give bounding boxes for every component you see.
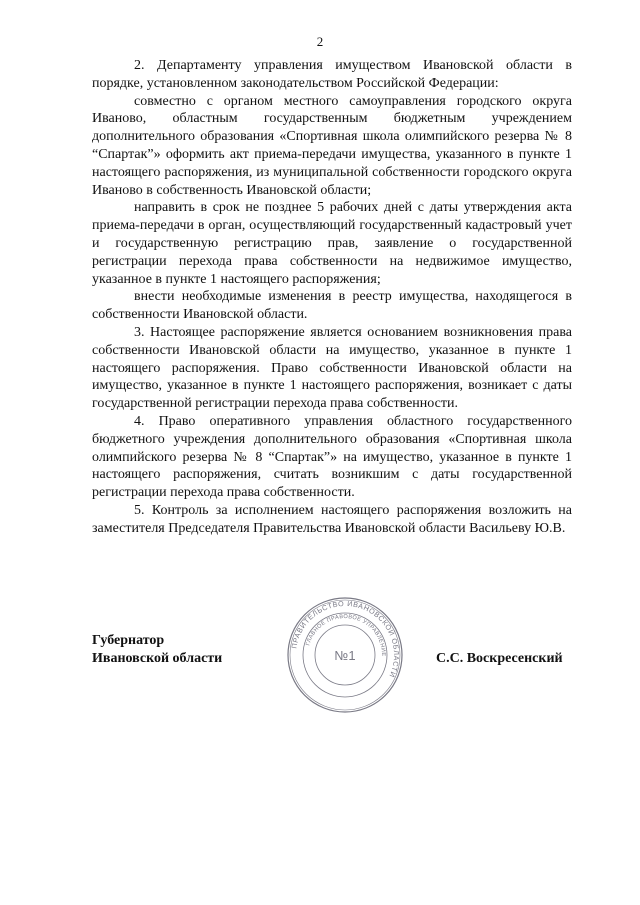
document-body — [92, 57, 572, 538]
signatory-title — [92, 632, 222, 668]
stamp-outer-text: ПРАВИТЕЛЬСТВО ИВАНОВСКОЙ ОБЛАСТИ — [289, 598, 402, 680]
paragraph-5: 5. Контроль за исполнением настоящего распоряжения возложить на заместителя Председателя Правительства Ивановской области Васильеву Ю.В. — [92, 502, 572, 536]
stamp-number: №1 — [334, 648, 356, 663]
paragraph-2-item-3: внести необходимые изменения в реестр имущества, находящегося в собственности Ивановской области. — [92, 289, 572, 323]
page-number: 2 — [316, 34, 324, 49]
official-stamp — [285, 595, 405, 715]
signatory-title-line-1: Губернатор — [92, 633, 165, 648]
paragraph-4: 4. Право оперативного управления областного государственного бюджетного учреждения дополнительного образования «Спортивная школа олимпийского резерва № 8 “Спартак”» на имущество, указанное в пункте 1 настоящего распоряжения, считать возникшим с даты государственной регистрации перехода права собственности. — [92, 413, 572, 501]
signatory-name: С.С. Воскресенский — [436, 651, 563, 666]
stamp-graphic — [285, 595, 405, 715]
signatory-title-line-2: Ивановской области — [92, 651, 223, 666]
paragraph-2-item-1: совместно с органом местного самоуправления городского округа Иваново, областным государственным бюджетным учреждением дополнительного образования «Спортивная школа олимпийского резерва № 8 “Спартак”» оформить акт приема-передачи имущества, указанного в пункте 1 настоящего распоряжения, из муниципальной собственности городского округа Иваново в собственность Ивановской области; — [92, 93, 572, 198]
paragraph-2-item-2: направить в срок не позднее 5 рабочих дней с даты утверждения акта приема-передачи в орган, осуществляющий государственный кадастровый учет и государственную регистрацию прав, заявление о государственной регистрации перехода права собственности на недвижимое имущество, указанное в пункте 1 настоящего распоряжения; — [92, 200, 572, 287]
paragraph-2: 2. Департаменту управления имуществом Ивановской области в порядке, установленном законодательством Российской Федерации: — [92, 58, 572, 91]
stamp-inner-text: ГЛАВНОЕ ПРАВОВОЕ УПРАВЛЕНИЕ — [305, 613, 387, 657]
paragraph-3: 3. Настоящее распоряжение является основанием возникновения права собственности Ивановской области на имущество, указанное в пункте 1 настоящего распоряжения. Право собственности Ивановской области на имущество, указанное в пункте 1 настоящего распоряжения, возникает с даты государственной регистрации перехода права собственности. — [92, 324, 572, 412]
